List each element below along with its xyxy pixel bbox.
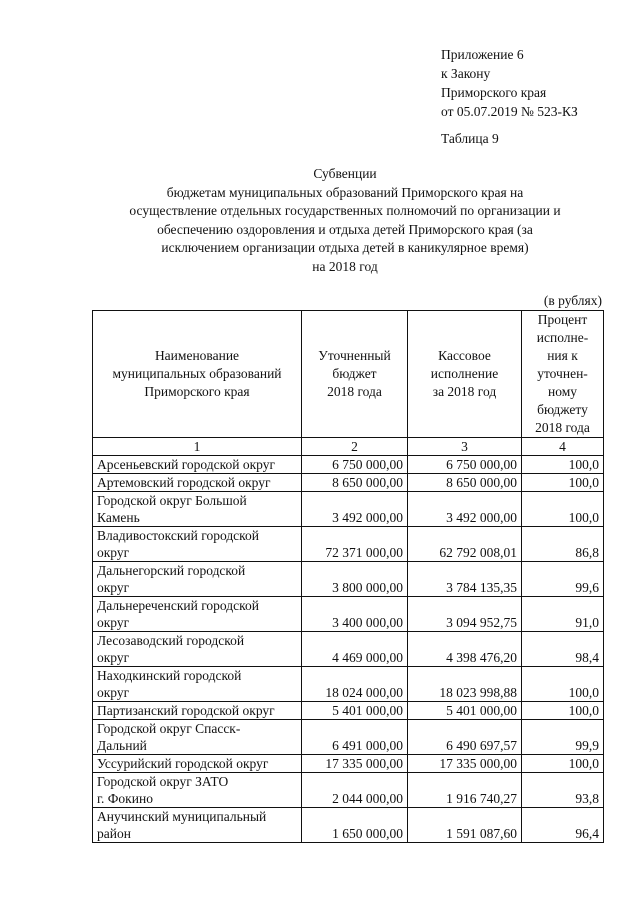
table-row [93, 702, 604, 720]
table-row [93, 456, 604, 474]
header-line: за 2018 год [432, 384, 497, 399]
header-executed [408, 311, 522, 438]
municipality-name-cell [93, 667, 302, 702]
header-line: ному [547, 384, 577, 399]
table-row [93, 773, 604, 808]
table-row [93, 527, 604, 562]
budget-cell: 17 335 000,00 [302, 755, 408, 773]
table-row [93, 597, 604, 632]
header-line: Наименование [154, 348, 240, 363]
header-line: бюджет [332, 366, 377, 381]
municipality-name-line: округ [97, 545, 130, 560]
municipality-name-cell [93, 597, 302, 632]
executed-cell: 1 916 740,27 [408, 773, 522, 808]
executed-cell: 3 094 952,75 [408, 597, 522, 632]
percent-cell: 98,4 [522, 632, 604, 667]
percent-cell: 100,0 [522, 456, 604, 474]
header-line: бюджету [537, 402, 588, 417]
executed-cell: 6 490 697,57 [408, 720, 522, 755]
header-line: 2018 года [327, 384, 382, 399]
executed-cell: 1 591 087,60 [408, 808, 522, 843]
budget-cell: 6 491 000,00 [302, 720, 408, 755]
executed-cell: 3 492 000,00 [408, 492, 522, 527]
table-row [93, 632, 604, 667]
header-municipality [93, 311, 302, 438]
budget-cell: 3 400 000,00 [302, 597, 408, 632]
title-line: Субвенции [313, 166, 377, 181]
percent-cell: 99,9 [522, 720, 604, 755]
percent-cell: 93,8 [522, 773, 604, 808]
municipality-name-line: Находкинский городской [97, 668, 242, 683]
table-row [93, 474, 604, 492]
table-label: Таблица 9 [441, 131, 499, 146]
municipality-name-line: Городской округ Спасск- [97, 721, 241, 736]
municipality-name-cell [93, 808, 302, 843]
column-number: 1 [93, 438, 302, 456]
percent-cell: 96,4 [522, 808, 604, 843]
municipality-name-cell [93, 702, 302, 720]
table-row [93, 667, 604, 702]
municipality-name-cell [93, 456, 302, 474]
municipality-name-line: Городской округ ЗАТО [97, 774, 229, 789]
header-line: 2018 года [535, 420, 590, 435]
budget-cell: 18 024 000,00 [302, 667, 408, 702]
header-line: исполнение [430, 366, 499, 381]
header-line: муниципальных образований [112, 366, 282, 381]
column-number: 4 [522, 438, 604, 456]
header-percent [522, 311, 604, 438]
table-row [93, 808, 604, 843]
municipality-name-line: Городской округ Большой [97, 493, 247, 508]
subvention-table [92, 310, 604, 843]
municipality-name-line: район [97, 826, 131, 841]
title-line: осуществление отдельных государственных полномочий по организации и [129, 203, 561, 218]
budget-cell: 72 371 000,00 [302, 527, 408, 562]
title-line: бюджетам муниципальных образований Приморского края на [166, 184, 524, 200]
municipality-name-line: Лесозаводский городской [97, 633, 245, 648]
table-row [93, 492, 604, 527]
executed-cell: 17 335 000,00 [408, 755, 522, 773]
budget-cell: 5 401 000,00 [302, 702, 408, 720]
budget-cell: 6 750 000,00 [302, 456, 408, 474]
municipality-name-line: округ [97, 685, 130, 700]
table-row [93, 755, 604, 773]
municipality-name-cell [93, 562, 302, 597]
municipality-name-line: Владивостокский городской [97, 528, 260, 543]
municipality-name-line: Камень [97, 510, 140, 525]
executed-cell: 6 750 000,00 [408, 456, 522, 474]
municipality-name-cell [93, 755, 302, 773]
municipality-name-line: Артемовский городской округ [97, 475, 271, 490]
column-number-row [93, 438, 604, 456]
municipality-name-cell [93, 773, 302, 808]
budget-cell: 3 492 000,00 [302, 492, 408, 527]
executed-cell: 4 398 476,20 [408, 632, 522, 667]
municipality-name-line: Дальнегорский городской [97, 563, 246, 578]
executed-cell: 3 784 135,35 [408, 562, 522, 597]
header-line: Уточненный [318, 348, 391, 363]
percent-cell: 99,6 [522, 562, 604, 597]
budget-cell: 3 800 000,00 [302, 562, 408, 597]
municipality-name-cell [93, 474, 302, 492]
appendix-line: от 05.07.2019 № 523-КЗ [441, 104, 578, 119]
header-line: исполне- [536, 330, 589, 345]
municipality-name-cell [93, 720, 302, 755]
executed-cell: 5 401 000,00 [408, 702, 522, 720]
column-number: 2 [302, 438, 408, 456]
municipality-name-line: Арсеньевский городской округ [97, 457, 276, 472]
municipality-name-line: округ [97, 650, 130, 665]
budget-cell: 8 650 000,00 [302, 474, 408, 492]
table-row [93, 562, 604, 597]
executed-cell: 62 792 008,01 [408, 527, 522, 562]
percent-cell: 100,0 [522, 755, 604, 773]
municipality-name-cell [93, 527, 302, 562]
header-line: Процент [537, 312, 588, 327]
municipality-name-line: округ [97, 580, 130, 595]
percent-cell: 86,8 [522, 527, 604, 562]
percent-cell: 100,0 [522, 702, 604, 720]
appendix-line: Приморского края [441, 85, 547, 100]
municipality-name-line: Уссурийский городской округ [97, 756, 269, 771]
budget-cell: 1 650 000,00 [302, 808, 408, 843]
units-note: (в рублях) [543, 293, 602, 308]
municipality-name-line: Партизанский городской округ [97, 703, 275, 718]
appendix-reference [441, 45, 578, 121]
percent-cell: 100,0 [522, 667, 604, 702]
municipality-name-line: Дальний [97, 738, 147, 753]
title-line: исключением организации отдыха детей в каникулярное время) [161, 240, 529, 255]
document-title [80, 165, 610, 276]
header-budget [302, 311, 408, 438]
percent-cell: 100,0 [522, 474, 604, 492]
budget-cell: 2 044 000,00 [302, 773, 408, 808]
header-line: Кассовое [438, 348, 491, 363]
executed-cell: 18 023 998,88 [408, 667, 522, 702]
municipality-name-cell [93, 632, 302, 667]
header-line: ния к [547, 348, 578, 363]
municipality-name-line: Дальнереченский городской [97, 598, 259, 613]
appendix-line: Приложение 6 [441, 47, 524, 62]
executed-cell: 8 650 000,00 [408, 474, 522, 492]
appendix-line: к Закону [441, 66, 491, 81]
table-row [93, 720, 604, 755]
municipality-name-line: округ [97, 615, 130, 630]
municipality-name-line: г. Фокино [97, 791, 153, 806]
municipality-name-line: Анучинский муниципальный [97, 809, 267, 824]
budget-cell: 4 469 000,00 [302, 632, 408, 667]
title-line: на 2018 год [312, 258, 378, 274]
municipality-name-cell [93, 492, 302, 527]
percent-cell: 91,0 [522, 597, 604, 632]
column-number: 3 [408, 438, 522, 456]
percent-cell: 100,0 [522, 492, 604, 527]
header-line: уточнен- [537, 366, 588, 381]
table-header-row [93, 311, 604, 438]
header-line: Приморского края [144, 384, 250, 399]
title-line: обеспечению оздоровления и отдыха детей Приморского края (за [157, 221, 533, 237]
